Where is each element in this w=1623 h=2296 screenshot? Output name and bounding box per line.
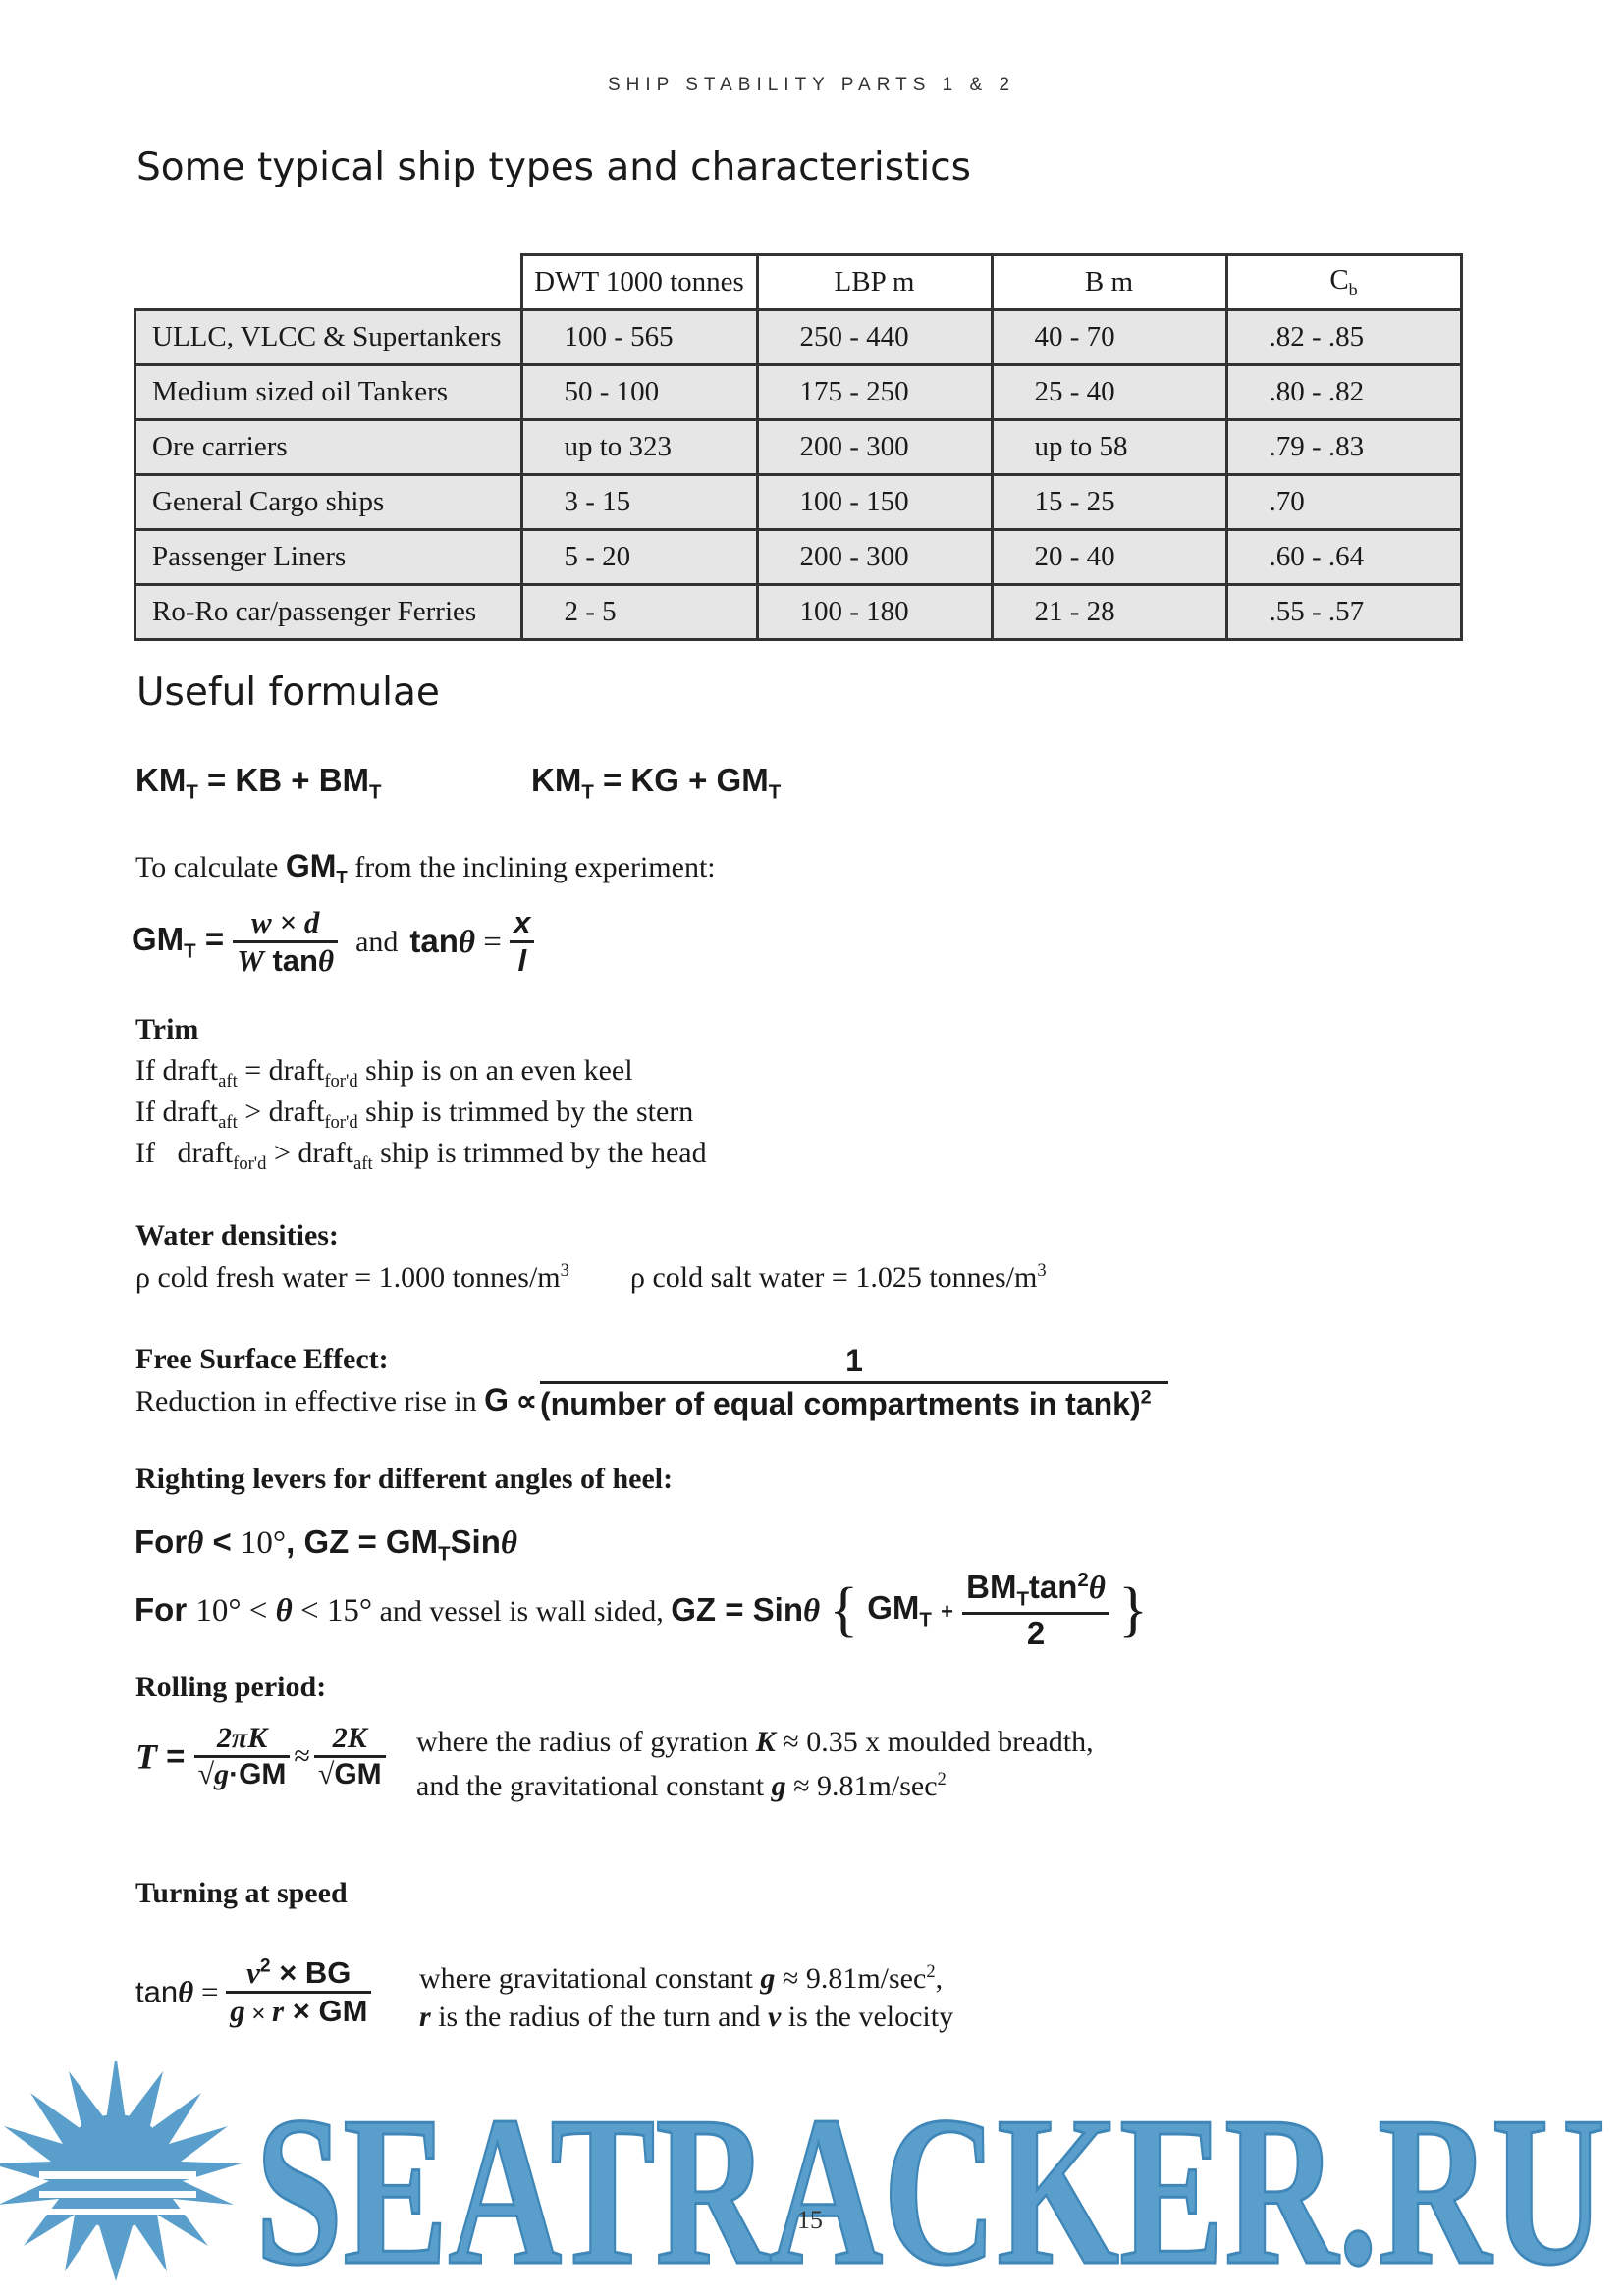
sun-logo-icon — [0, 2061, 242, 2281]
theta-symbol: θ — [803, 1592, 821, 1629]
sqrt-symbol: √ — [197, 1758, 215, 1790]
wall-sided-text: and vessel is wall sided, — [372, 1594, 672, 1628]
operator: > — [237, 1095, 269, 1128]
tan-symbol: tan — [135, 1974, 179, 2009]
gz-gm: GZ = GM — [303, 1523, 439, 1560]
table-cell: 15 - 25 — [992, 475, 1226, 530]
ford-subscript: for'd — [233, 1153, 267, 1174]
table-cell: 2 - 5 — [521, 585, 757, 640]
table-cell: .70 — [1226, 475, 1461, 530]
table-cell: 100 - 150 — [757, 475, 992, 530]
square-superscript: 2 — [1140, 1386, 1152, 1409]
tan-symbol: tan — [409, 923, 459, 959]
cube-superscript: 3 — [1037, 1260, 1047, 1281]
if-text: If — [135, 1137, 155, 1169]
table-cell: 200 - 300 — [757, 530, 992, 585]
tan-symbol: tan — [1028, 1569, 1078, 1605]
rolling-fraction-2 — [314, 1722, 386, 1791]
table-cell: 40 - 70 — [992, 310, 1226, 365]
bmt-numerator — [962, 1569, 1109, 1615]
l-denominator: l — [517, 943, 527, 978]
rolling-text: ≈ 0.35 x moulded breadth, — [775, 1726, 1094, 1758]
fse-numerator: 1 — [540, 1343, 1168, 1384]
bg-term: × BG — [270, 1955, 352, 1990]
table-row — [135, 365, 1462, 420]
theta-symbol: θ — [178, 1974, 194, 2009]
table-cell: Ro-Ro car/passenger Ferries — [135, 585, 522, 640]
table-cell: .79 - .83 — [1226, 420, 1461, 475]
tan-expr — [409, 923, 510, 959]
fse-denominator — [540, 1384, 1168, 1422]
righting-wall-sided — [135, 1569, 1148, 1652]
page-number: 15 — [797, 2206, 823, 2234]
tan-symbol: tan — [263, 943, 318, 978]
bm-symbol: BM — [966, 1569, 1017, 1605]
table-row — [135, 420, 1462, 475]
t-subscript: T — [768, 780, 782, 804]
table-header-dwt: DWT 1000 tonnes — [521, 255, 757, 310]
table-row — [135, 310, 1462, 365]
sqrt-symbol: √ — [317, 1758, 335, 1790]
formula-gm-inclining — [132, 905, 534, 979]
x-numerator: x — [510, 905, 534, 943]
t-subscript: T — [184, 939, 196, 963]
t-subscript: T — [186, 780, 198, 804]
square-superscript: 2 — [259, 1955, 271, 1977]
free-surface-text — [135, 1382, 537, 1418]
fse-text: Reduction in effective rise in — [135, 1385, 485, 1417]
sin-text: Sin — [450, 1523, 501, 1560]
gz-sin: GZ = Sin — [671, 1590, 803, 1628]
aft-subscript: aft — [353, 1153, 373, 1174]
draft-text: draft — [298, 1137, 354, 1169]
table-header-row — [135, 255, 1462, 310]
rolling-explain-1 — [416, 1726, 1094, 1759]
g-symbol: g — [230, 1994, 245, 2028]
theta-symbol: θ — [458, 925, 476, 960]
turning-text: is the velocity — [781, 2001, 954, 2033]
aft-subscript: aft — [218, 1112, 238, 1133]
rolling-text: ≈ 9.81m/sec — [785, 1770, 938, 1802]
theta-symbol: θ — [187, 1525, 204, 1561]
tan-fraction — [510, 905, 534, 979]
table-cell: .55 - .57 — [1226, 585, 1461, 640]
w-symbol: W — [237, 943, 264, 978]
theta-symbol: θ — [275, 1592, 293, 1629]
table-cell: .80 - .82 — [1226, 365, 1461, 420]
if-text: If — [135, 1095, 155, 1128]
rolling-numerator-2: 2K — [314, 1722, 386, 1758]
rolling-denominator-2 — [314, 1758, 386, 1791]
ford-subscript: for'd — [324, 1071, 358, 1092]
km-eq1-rhs: = KB + BM — [197, 762, 370, 798]
gm-fraction — [233, 905, 338, 979]
bmt-fraction — [962, 1569, 1109, 1652]
table-cell: Passenger Liners — [135, 530, 522, 585]
left-brace: { — [829, 1575, 859, 1643]
turning-lhs — [135, 1975, 226, 2009]
draft-text: draft — [162, 1054, 219, 1087]
table-row — [135, 585, 1462, 640]
righting-small-angle — [135, 1523, 517, 1567]
table-cell: 250 - 440 — [757, 310, 992, 365]
v-symbol: v — [767, 2001, 782, 2033]
gm-symbol: ·GM — [229, 1758, 287, 1790]
table-cell: up to 323 — [521, 420, 757, 475]
wall-sided-lhs — [135, 1591, 820, 1628]
table-row — [135, 475, 1462, 530]
cube-superscript: 3 — [560, 1260, 569, 1281]
cb-subscript: b — [1348, 279, 1358, 299]
section-title-ship-types: Some typical ship types and characteristics — [136, 145, 971, 189]
and-text: and — [355, 925, 399, 958]
trim-title: Trim — [135, 1013, 199, 1045]
table-cell: 21 - 28 — [992, 585, 1226, 640]
times-sign: × — [244, 2001, 273, 2027]
t-period-symbol: T — [135, 1736, 157, 1777]
gm-intro-pre: To calculate — [135, 851, 286, 883]
theta-symbol: θ — [500, 1525, 518, 1561]
turning-explain-2 — [419, 2001, 953, 2034]
ten-degrees: 10° — [240, 1525, 287, 1561]
t-subscript: T — [336, 867, 348, 887]
gm-numerator: w × d — [233, 905, 338, 943]
approx-symbol: ≈ — [294, 1739, 310, 1773]
turning-text: is the radius of the turn and — [430, 2001, 768, 2033]
trim-line-head — [135, 1137, 707, 1175]
equals-sign: = — [475, 925, 511, 960]
draft-text: draft — [268, 1054, 325, 1087]
g-symbol: g — [214, 1758, 230, 1790]
seatracker-watermark — [0, 2061, 1623, 2296]
rolling-explain-2 — [416, 1769, 947, 1803]
v-symbol: v — [246, 1955, 260, 1990]
right-brace: } — [1118, 1575, 1148, 1643]
fifteen-degrees: < 15° — [292, 1592, 373, 1629]
t-subscript: T — [919, 1608, 932, 1631]
k-symbol: K — [755, 1726, 776, 1758]
rolling-period-formula — [135, 1722, 386, 1791]
free-surface-title: Free Surface Effect: — [135, 1343, 389, 1375]
fresh-water-density — [135, 1260, 569, 1295]
km-symbol: KM — [135, 762, 187, 798]
table-cell: ULLC, VLCC & Supertankers — [135, 310, 522, 365]
square-superscript: 2 — [926, 1961, 936, 1982]
formula-kmt-kg — [531, 762, 781, 805]
table-cell: Ore carriers — [135, 420, 522, 475]
turning-numerator — [226, 1955, 371, 1994]
gm-intro — [135, 848, 716, 888]
less-than: < — [203, 1523, 241, 1560]
comma: , — [286, 1523, 304, 1560]
rolling-numerator-1: 2πK — [194, 1722, 291, 1758]
plus-sign: + — [941, 1598, 953, 1624]
table-cell: General Cargo ships — [135, 475, 522, 530]
operator: > — [266, 1137, 298, 1169]
turning-explain-1 — [419, 1961, 943, 1996]
table-header-cb — [1226, 255, 1461, 310]
gm-symbol: GM — [334, 1758, 382, 1790]
cb-symbol: C — [1329, 264, 1349, 296]
rolling-text: where the radius of gyration — [416, 1726, 756, 1758]
table-cell: 25 - 40 — [992, 365, 1226, 420]
gm-symbol: GM — [132, 920, 185, 957]
t-subscript: T — [438, 1542, 451, 1566]
t-subscript: T — [581, 780, 594, 804]
trim-result: ship is trimmed by the stern — [357, 1095, 694, 1128]
theta-symbol: θ — [317, 943, 335, 978]
proportional-symbol: ∝ — [515, 1385, 537, 1417]
trim-line-even-keel — [135, 1054, 633, 1093]
gm-symbol: GM — [867, 1588, 920, 1626]
draft-text: draft — [177, 1137, 234, 1169]
turning-fraction — [226, 1955, 371, 2029]
t-subscript: T — [369, 780, 382, 804]
rolling-text: and the gravitational constant — [416, 1770, 772, 1802]
table-cell: 175 - 250 — [757, 365, 992, 420]
righting-levers-title: Righting levers for different angles of heel: — [135, 1463, 674, 1495]
ship-types-table — [134, 253, 1463, 641]
turning-text: where gravitational constant — [419, 1962, 761, 1995]
table-cell: 100 - 565 — [521, 310, 757, 365]
comma: , — [935, 1962, 944, 1995]
watermark-text: SEATRACKER.RU — [255, 2073, 1605, 2296]
table-cell: 50 - 100 — [521, 365, 757, 420]
table-cell: .60 - .64 — [1226, 530, 1461, 585]
water-densities-title: Water densities: — [135, 1219, 339, 1252]
table-cell: Medium sized oil Tankers — [135, 365, 522, 420]
gm-lhs — [132, 920, 234, 963]
rolling-fraction-1 — [194, 1722, 291, 1791]
gmt-term — [867, 1588, 953, 1631]
trim-line-stern — [135, 1095, 693, 1134]
g-symbol: G — [484, 1382, 510, 1417]
turning-title: Turning at speed — [135, 1877, 348, 1909]
fse-fraction — [540, 1343, 1168, 1422]
if-text: If — [135, 1054, 155, 1087]
g-symbol: g — [760, 1962, 776, 1995]
trim-result: ship is trimmed by the head — [372, 1137, 707, 1169]
turning-denominator — [226, 1994, 371, 2029]
table-cell: 200 - 300 — [757, 420, 992, 475]
draft-text: draft — [162, 1095, 219, 1128]
table-header-beam: B m — [992, 255, 1226, 310]
km-eq2-rhs: = KG + GM — [593, 762, 769, 798]
equals-sign: = — [157, 1737, 194, 1775]
equals-sign: = — [195, 920, 234, 957]
t-subscript: T — [1016, 1587, 1029, 1611]
ten-degrees: 10° < — [195, 1592, 276, 1629]
km-symbol: KM — [531, 762, 582, 798]
aft-subscript: aft — [218, 1071, 238, 1092]
gm-symbol: GM — [285, 848, 337, 883]
bmt-denominator: 2 — [1026, 1614, 1046, 1651]
table-cell: 3 - 15 — [521, 475, 757, 530]
fse-denominator-text: (number of equal compartments in tank) — [540, 1386, 1141, 1421]
table-row — [135, 530, 1462, 585]
theta-symbol: θ — [1088, 1571, 1106, 1606]
turning-text: ≈ 9.81m/sec — [775, 1962, 927, 1995]
for-text: For — [135, 1523, 188, 1560]
section-title-formulae: Useful formulae — [136, 670, 440, 715]
table-cell: 20 - 40 — [992, 530, 1226, 585]
g-symbol: g — [771, 1770, 786, 1802]
table-cell: up to 58 — [992, 420, 1226, 475]
ford-subscript: for'd — [324, 1112, 358, 1133]
table-cell: 100 - 180 — [757, 585, 992, 640]
table-cell: .82 - .85 — [1226, 310, 1461, 365]
operator: = — [237, 1054, 269, 1087]
gm-denominator — [233, 943, 338, 979]
turning-formula — [135, 1955, 371, 2029]
gm-term: × GM — [284, 1994, 368, 2028]
table-cell: 5 - 20 — [521, 530, 757, 585]
rolling-period-title: Rolling period: — [135, 1671, 327, 1703]
for-text: For — [135, 1590, 196, 1628]
r-symbol: r — [419, 2001, 431, 2033]
square-superscript: 2 — [1077, 1569, 1089, 1591]
square-superscript: 2 — [937, 1769, 947, 1789]
r-symbol: r — [272, 1994, 285, 2028]
draft-text: draft — [268, 1095, 325, 1128]
table-header-lbp: LBP m — [757, 255, 992, 310]
fresh-water-text: ρ cold fresh water = 1.000 tonnes/m — [135, 1261, 561, 1294]
salt-water-text: ρ cold salt water = 1.025 tonnes/m — [630, 1261, 1038, 1294]
salt-water-density — [630, 1260, 1047, 1295]
gm-intro-post: from the inclining experiment: — [347, 851, 716, 883]
trim-result: ship is on an even keel — [357, 1054, 633, 1087]
equals-sign: = — [193, 1974, 227, 2009]
running-head: SHIP STABILITY PARTS 1 & 2 — [607, 75, 1016, 95]
formula-kmt-kb — [135, 762, 382, 805]
rolling-denominator-1 — [194, 1758, 291, 1791]
table-header-blank — [135, 255, 522, 310]
